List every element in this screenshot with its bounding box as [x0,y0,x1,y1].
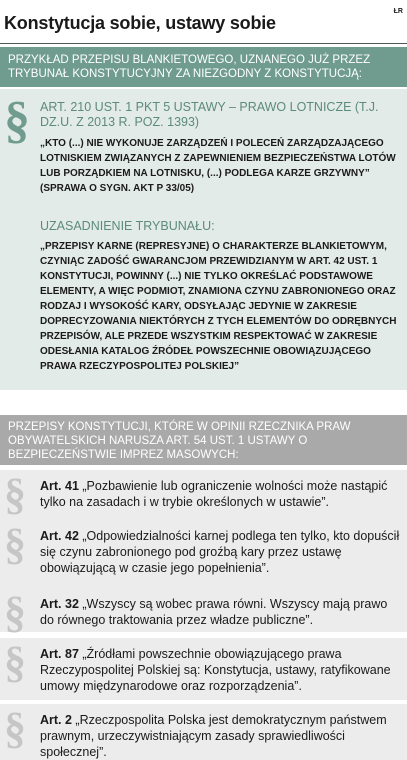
article-item [0,638,407,700]
article-body: „Odpowiedzialności karnej podlega ten tylko, kto dopuścił się czynu zabronionego pod groźbą kary przez ustawę obowiązującą w czasie jego popełnienia”. [40,529,400,575]
example-heading: PRZYKŁAD PRZEPISU BLANKIETOWEGO, UZNANEGO JUŻ PRZEZ TRYBUNAŁ KONSTYTUCYJNY ZA NIEZGODNY Z KONSTYTUCJĄ: [0,47,407,87]
article-text [40,596,400,628]
article-label: Art. 42 [40,529,79,543]
paragraph-icon: § [4,520,26,569]
article-item [0,704,407,760]
law-quote: „KTO (...) NIE WYKONUJE ZARZĄDZEŃ I POLECEŃ ZARZĄDZAJĄCEGO LOTNISKIEM ZWIĄZANYCH Z ZAPEWNIENIEM BEZPIECZEŃSTWA LOTÓW LUB PORZĄDKIEM NA LOTNISKU, (...) PODLEGA KARZE GRZYWNY” (SPRAWA O SYGN. AKT P 33/05) [40,138,396,194]
law-title: ART. 210 UST. 1 PKT 5 USTAWY – PRAWO LOTNICZE (T.J. DZ.U. Z 2013 R. POZ. 1393) [40,100,379,129]
example-box [0,89,407,390]
constitution-heading: PRZEPISY KONSTYTUCJI, KTÓRE W OPINII RZECZNIKA PRAW OBYWATELSKICH NARUSZA ART. 54 UST. 1 USTAWY O BEZPIECZEŃSTWIE IMPREZ MASOWYCH: [0,415,407,465]
article-body: „Wszyscy są wobec prawa równi. Wszyscy mają prawo do równego traktowania przez władze publiczne”. [40,597,388,627]
article-item [0,588,407,637]
article-label: Art. 2 [40,713,72,727]
article-text [40,528,400,576]
paragraph-icon: § [4,704,26,753]
article-text [40,712,400,760]
ruling-quote: „PRZEPISY KARNE (REPRESYJNE) O CHARAKTERZE BLANKIETOWYM, CZYNIĄC ZADOŚĆ GWARANCJOM PRZEWIDZIANYM W ART. 42 UST. 1 KONSTYTUCJI, POWINNY (...) NIE TYLKO OKREŚLAĆ PODSTAWOWE ELEMENTY, A WIĘC PODMIOT, ZNAMIONA CZYNU ZABRONIONEGO ORAZ RODZAJ I WYSOKOŚĆ KARY, ODSYŁAJĄC JEDYNIE W ZAKRESIE DOPRECYZOWANIA NIEKTÓRYCH Z TYCH ELEMENTÓW DO ODRĘBNYCH PRZEPISÓW, ALE PRZEDE WSZYSTKIM RESPEKTOWAĆ W ZAKRESIE ODESŁANIA KATALOG ŹRÓDEŁ POWSZECHNIE OBOWIĄZUJĄCEGO PRAWA RZECZYPOSPOLITEJ POLSKIEJ” [40,241,397,372]
article-text [40,478,400,510]
paragraph-icon: § [4,638,26,687]
article-label: Art. 41 [40,479,79,493]
paragraph-icon: § [4,588,26,637]
page-title: Konstytucja sobie, ustawy sobie [4,13,276,33]
article-body: „Źródłami powszechnie obowiązującego prawa Rzeczypospolitej Polskiej są: Konstytucja, ustawy, ratyfikowane umowy międzynarodowe oraz rozporządzenia”. [40,647,391,693]
source-mark: ŁR [393,8,403,15]
header [0,0,407,40]
paragraph-icon: § [4,470,26,519]
article-item [0,520,407,588]
ruling-heading: UZASADNIENIE TRYBUNAŁU: [40,219,215,233]
article-body: „Pozbawienie lub ograniczenie wolności może nastąpić tylko na zasadach i w trybie określonych w ustawie”. [40,479,388,509]
title-rule [0,43,407,44]
article-label: Art. 32 [40,597,79,611]
article-text [40,646,400,694]
article-body: „Rzeczpospolita Polska jest demokratycznym państwem prawnym, urzeczywistniającym zasady sprawiedliwości społecznej”. [40,713,387,759]
paragraph-icon: § [4,92,30,149]
article-label: Art. 87 [40,647,79,661]
